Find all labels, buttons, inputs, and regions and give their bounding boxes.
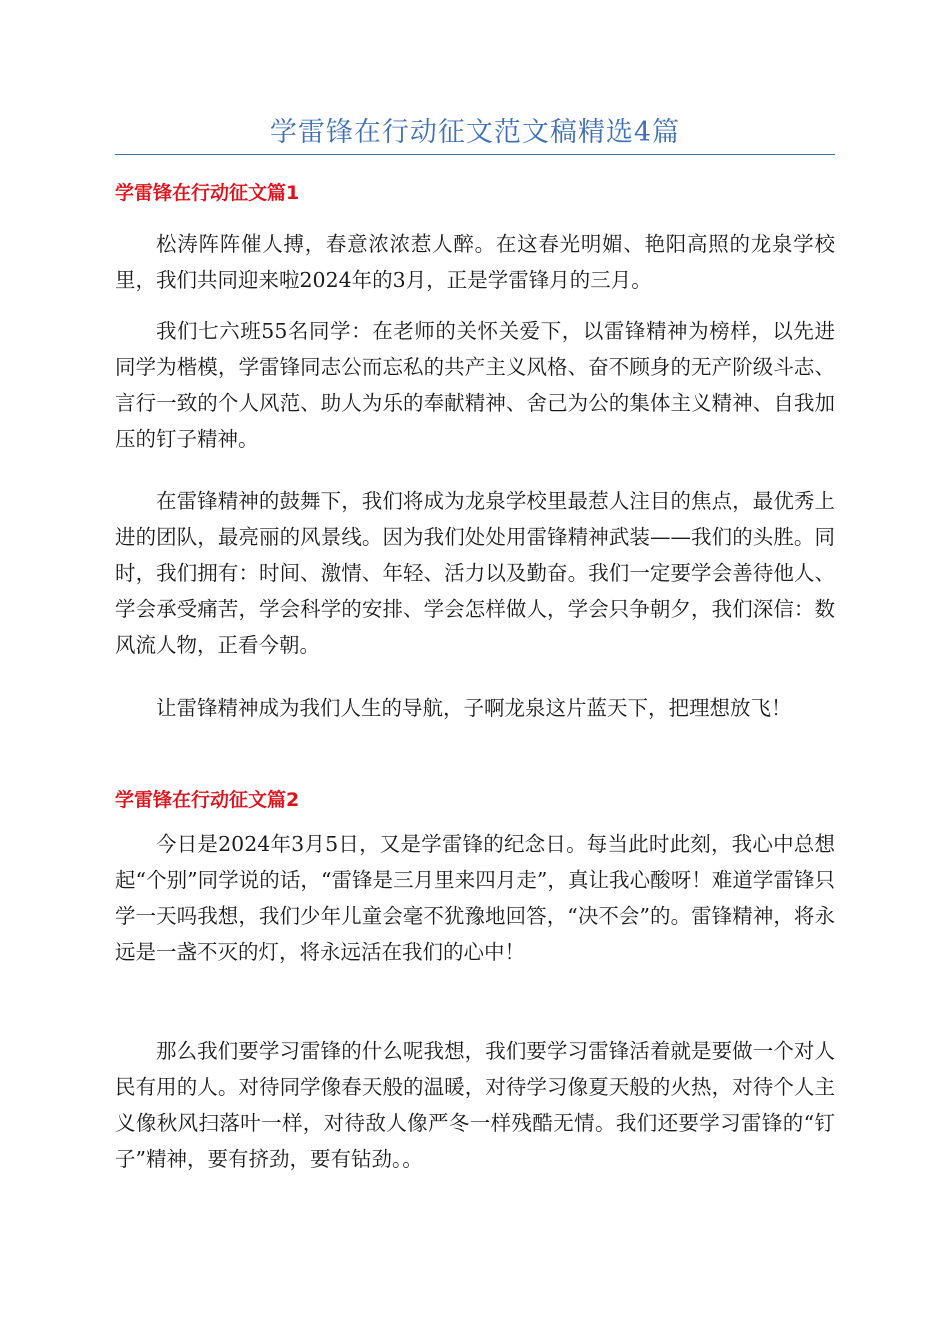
section-heading-2: 学雷锋在行动征文篇2 — [115, 789, 300, 811]
section-1-paragraph-3: 在雷锋精神的鼓舞下，我们将成为龙泉学校里最惹人注目的焦点，最优秀上进的团队，最亮丽的风景线。因为我们处处用雷锋精神武装——我们的头胜。同时，我们拥有：时间、激情、年轻、活力以及勤奋。我们一定要学会善待他人、学会承受痛苦，学会科学的安排、学会怎样做人，学会只争朝夕，我们深信：数风流人物，正看今朝。 — [115, 489, 835, 657]
document-title: 学雷锋在行动征文范文稿精选4篇 — [269, 117, 681, 148]
title-underline — [115, 154, 835, 155]
section-heading-1: 学雷锋在行动征文篇1 — [115, 182, 300, 204]
section-1-paragraph-4: 让雷锋精神成为我们人生的导航，子啊龙泉这片蓝天下，把理想放飞！ — [156, 696, 792, 720]
section-1-paragraph-1: 松涛阵阵催人搏，春意浓浓惹人醉。在这春光明媚、艳阳高照的龙泉学校里，我们共同迎来啦2024年的3月，正是学雷锋月的三月。 — [115, 232, 835, 292]
section-2-paragraph-1: 今日是2024年3月5日，又是学雷锋的纪念日。每当此时此刻，我心中总想起“个别”同学说的话，“雷锋是三月里来四月走”，真让我心酸呀！难道学雷锋只学一天吗我想，我们少年儿童会毫不犹豫地回答，“决不会”的。雷锋精神，将永远是一盏不灭的灯，将永远活在我们的心中！ — [115, 832, 835, 964]
section-1-paragraph-2: 我们七六班55名同学：在老师的关怀关爱下，以雷锋精神为榜样，以先进同学为楷模，学雷锋同志公而忘私的共产主义风格、奋不顾身的无产阶级斗志、言行一致的个人风范、助人为乐的奉献精神、舍己为公的集体主义精神、自我加压的钉子精神。 — [115, 319, 835, 451]
section-2-paragraph-2: 那么我们要学习雷锋的什么呢我想，我们要学习雷锋活着就是要做一个对人民有用的人。对待同学像春天般的温暖，对待学习像夏天般的火热，对待个人主义像秋风扫落叶一样，对待敌人像严冬一样残酷无情。我们还要学习雷锋的“钉子”精神，要有挤劲，要有钻劲。。 — [115, 1039, 835, 1171]
